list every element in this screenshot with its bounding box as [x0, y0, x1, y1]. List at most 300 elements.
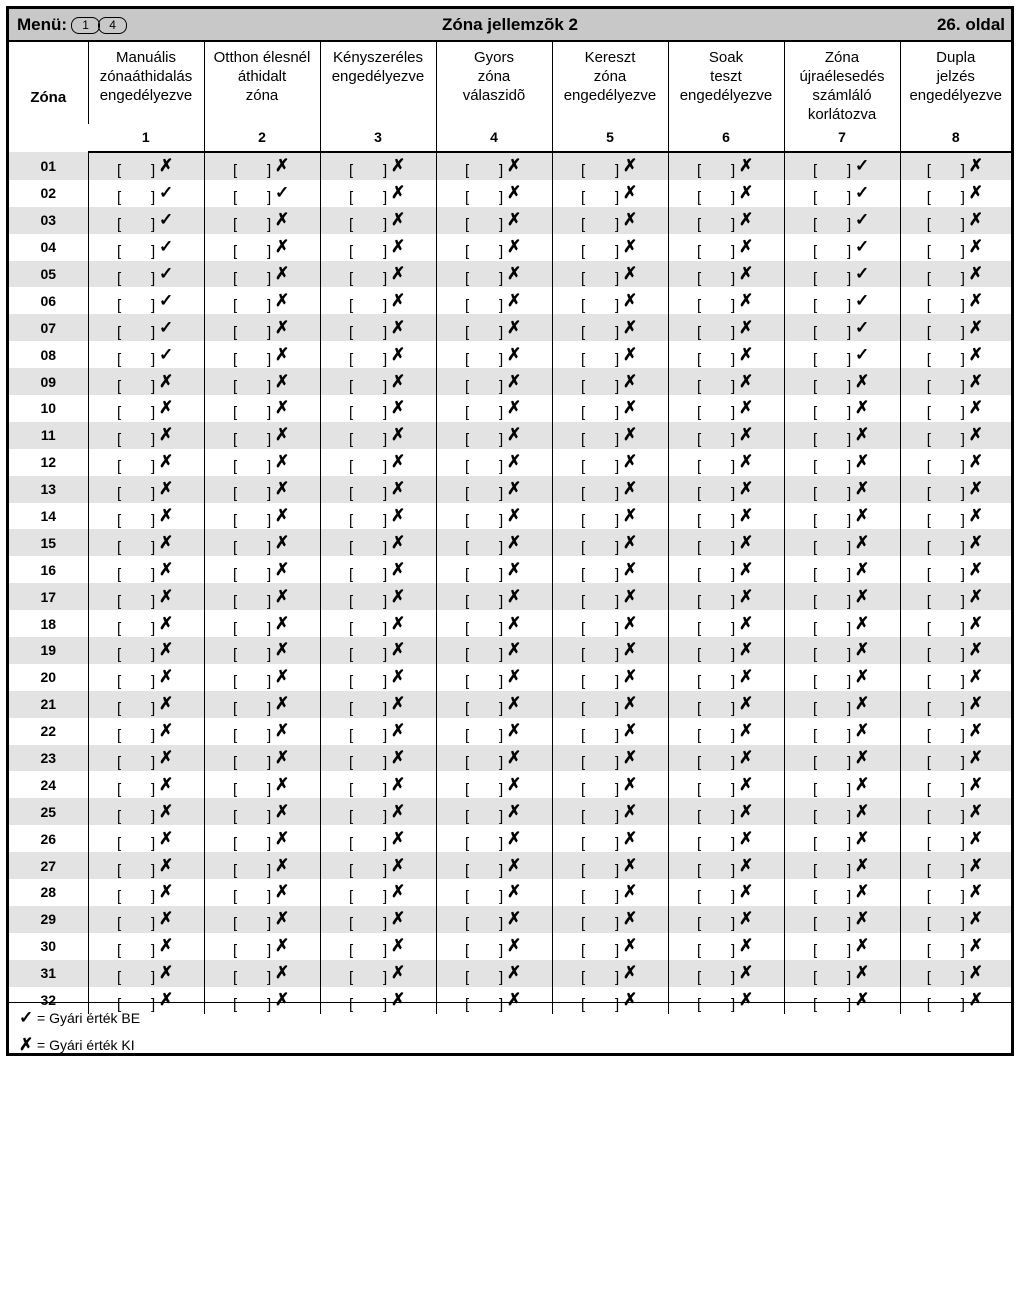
cross-icon: ✗: [855, 748, 870, 768]
close-bracket: ]: [267, 189, 272, 207]
open-bracket: [: [581, 888, 586, 906]
open-bracket: [: [697, 162, 702, 180]
check-icon: ✓: [159, 290, 174, 310]
feature-cell: [320, 556, 436, 583]
cross-icon: ✗: [391, 344, 406, 364]
cross-icon: ✗: [968, 290, 983, 310]
zone-number: 04: [40, 239, 57, 256]
close-bracket: ]: [847, 834, 852, 852]
table-row: [9, 664, 1011, 691]
open-bracket: [: [581, 243, 586, 261]
feature-cell: [436, 395, 552, 422]
feature-cell: [552, 449, 668, 476]
feature-cell: [320, 314, 436, 341]
open-bracket: [: [117, 189, 122, 207]
open-bracket: [: [117, 216, 122, 234]
zone-number: 12: [40, 454, 57, 471]
feature-cell: [204, 395, 320, 422]
open-bracket: [: [581, 754, 586, 772]
open-bracket: [: [813, 942, 818, 960]
feature-cell: [204, 152, 320, 180]
open-bracket: [: [581, 377, 586, 395]
close-bracket: ]: [151, 807, 156, 825]
table-row: [9, 718, 1011, 745]
cross-icon: ✗: [159, 694, 174, 714]
close-bracket: ]: [731, 538, 736, 556]
cross-icon: ✗: [739, 452, 754, 472]
open-bracket: [: [813, 270, 818, 287]
cross-icon: ✗: [739, 774, 754, 794]
close-bracket: ]: [151, 754, 156, 772]
close-bracket: ]: [615, 619, 620, 637]
feature-cell: [88, 261, 204, 288]
cross-icon: ✗: [968, 371, 983, 391]
zone-number: 01: [9, 152, 88, 180]
close-bracket: ]: [960, 377, 965, 395]
open-bracket: [: [233, 700, 238, 718]
close-bracket: ]: [615, 861, 620, 879]
cross-icon: ✗: [275, 640, 290, 660]
column-number: 5: [552, 124, 668, 152]
close-bracket: ]: [383, 780, 388, 798]
open-bracket: [: [233, 619, 238, 637]
cross-icon: ✗: [275, 721, 290, 741]
open-bracket: [: [813, 700, 818, 718]
cross-icon: ✗: [275, 559, 290, 579]
check-icon: ✓: [159, 344, 174, 364]
open-bracket: [: [349, 780, 354, 798]
open-bracket: [: [465, 216, 470, 234]
open-bracket: [: [465, 458, 470, 476]
open-bracket: [: [926, 888, 931, 906]
feature-cell: [784, 449, 900, 476]
open-bracket: [: [697, 754, 702, 772]
open-bracket: [: [117, 485, 122, 503]
zone-number: 20: [40, 669, 57, 686]
open-bracket: [: [117, 888, 122, 906]
column-number: 1: [88, 124, 204, 152]
open-bracket: [: [349, 942, 354, 960]
close-bracket: ]: [731, 861, 736, 879]
open-bracket: [: [581, 834, 586, 852]
close-bracket: ]: [615, 189, 620, 207]
cross-icon: ✗: [507, 452, 522, 472]
cross-icon: ✗: [739, 317, 754, 337]
open-bracket: [: [233, 861, 238, 879]
feature-cell: [900, 152, 1011, 180]
open-bracket: [: [697, 673, 702, 691]
feature-cell: [436, 637, 552, 664]
close-bracket: ]: [499, 996, 504, 1014]
cross-icon: ✗: [275, 909, 290, 929]
column-number: 2: [204, 124, 320, 152]
close-bracket: ]: [267, 727, 272, 745]
close-bracket: ]: [151, 996, 156, 1014]
feature-cell: [552, 718, 668, 745]
close-bracket: ]: [151, 969, 156, 987]
cross-icon: ✗: [275, 936, 290, 956]
header-line: jelzés: [936, 68, 975, 85]
feature-cell: [900, 314, 1011, 341]
open-bracket: [: [117, 915, 122, 933]
close-bracket: ]: [151, 592, 156, 610]
cross-icon: ✗: [855, 774, 870, 794]
feature-cell: [784, 287, 900, 314]
feature-column-header: [204, 42, 320, 124]
close-bracket: ]: [151, 538, 156, 556]
close-bracket: ]: [960, 915, 965, 933]
close-bracket: ]: [383, 431, 388, 449]
open-bracket: [: [581, 431, 586, 449]
feature-cell: [204, 556, 320, 583]
open-bracket: [: [926, 807, 931, 825]
cross-icon: ✗: [968, 559, 983, 579]
cross-icon: ✗: [507, 909, 522, 929]
feature-cell: [900, 879, 1011, 906]
feature-cell: [436, 771, 552, 798]
page-number: 26. oldal: [936, 15, 1005, 34]
open-bracket: [: [926, 969, 931, 987]
close-bracket: ]: [615, 754, 620, 772]
feature-cell: [88, 664, 204, 691]
header-line: számláló: [812, 87, 872, 104]
feature-cell: [552, 180, 668, 207]
close-bracket: ]: [847, 969, 852, 987]
feature-cell: [88, 718, 204, 745]
table-row: [9, 691, 1011, 718]
open-bracket: [: [581, 780, 586, 798]
zone-number: 24: [40, 776, 57, 793]
close-bracket: ]: [960, 296, 965, 314]
open-bracket: [: [813, 538, 818, 556]
feature-cell: [784, 745, 900, 772]
feature-cell: [320, 422, 436, 449]
open-bracket: [: [581, 700, 586, 718]
close-bracket: ]: [731, 888, 736, 906]
close-bracket: ]: [499, 270, 504, 287]
close-bracket: ]: [267, 754, 272, 772]
close-bracket: ]: [847, 270, 852, 287]
table-row: [9, 314, 1011, 341]
feature-cell: [668, 529, 784, 556]
open-bracket: [: [813, 458, 818, 476]
feature-cell: [88, 152, 204, 180]
close-bracket: ]: [847, 780, 852, 798]
cross-icon: ✗: [159, 156, 174, 176]
cross-icon: ✗: [391, 936, 406, 956]
zone-number: 18: [40, 615, 57, 632]
open-bracket: [: [349, 296, 354, 314]
close-bracket: ]: [499, 512, 504, 530]
feature-cell: [784, 529, 900, 556]
cross-icon: ✗: [507, 479, 522, 499]
close-bracket: ]: [267, 162, 272, 180]
cross-icon: ✗: [391, 559, 406, 579]
table-row: [9, 798, 1011, 825]
close-bracket: ]: [960, 996, 965, 1014]
feature-cell: [204, 745, 320, 772]
close-bracket: ]: [267, 431, 272, 449]
open-bracket: [: [581, 485, 586, 503]
open-bracket: [: [349, 834, 354, 852]
cross-icon: ✗: [391, 990, 406, 1010]
open-bracket: [: [465, 431, 470, 449]
feature-cell: [668, 152, 784, 180]
cross-icon: ✗: [275, 748, 290, 768]
close-bracket: ]: [499, 485, 504, 503]
cross-icon: ✗: [968, 586, 983, 606]
open-bracket: [: [465, 404, 470, 422]
cross-icon: ✗: [855, 694, 870, 714]
close-bracket: ]: [499, 915, 504, 933]
cross-icon: ✗: [623, 721, 638, 741]
feature-cell: [900, 637, 1011, 664]
cross-icon: ✗: [855, 559, 870, 579]
zone-column-header: Zóna: [30, 88, 67, 106]
close-bracket: ]: [847, 431, 852, 449]
cross-icon: ✗: [507, 398, 522, 418]
close-bracket: ]: [615, 996, 620, 1014]
feature-cell: [436, 341, 552, 368]
check-icon: ✓: [159, 237, 174, 257]
cross-icon: ✗: [275, 613, 290, 633]
open-bracket: [: [465, 673, 470, 691]
cross-icon: ✗: [159, 748, 174, 768]
close-bracket: ]: [847, 619, 852, 637]
cross-icon: ✗: [968, 183, 983, 203]
feature-cell: [900, 368, 1011, 395]
feature-cell: [552, 395, 668, 422]
close-bracket: ]: [383, 458, 388, 476]
open-bracket: [: [465, 162, 470, 180]
feature-cell: [668, 476, 784, 503]
feature-cell: [668, 933, 784, 960]
feature-cell: [784, 825, 900, 852]
feature-cell: [204, 529, 320, 556]
open-bracket: [: [813, 243, 818, 261]
open-bracket: [: [926, 189, 931, 207]
open-bracket: [: [926, 538, 931, 556]
zone-number: 25: [9, 798, 88, 825]
cross-icon: ✗: [507, 774, 522, 794]
feature-cell: [320, 906, 436, 933]
close-bracket: ]: [615, 350, 620, 368]
column-number: 7: [784, 124, 900, 152]
open-bracket: [: [813, 216, 818, 234]
cross-icon: ✗: [159, 936, 174, 956]
feature-cell: [88, 422, 204, 449]
cross-icon: ✗: [623, 963, 638, 983]
feature-cell: [900, 583, 1011, 610]
open-bracket: [: [697, 485, 702, 503]
close-bracket: ]: [151, 512, 156, 530]
feature-cell: [668, 771, 784, 798]
header-line: Kereszt: [584, 49, 636, 66]
close-bracket: ]: [615, 673, 620, 691]
cross-icon: ✗: [275, 694, 290, 714]
cross-icon: ✗: [391, 828, 406, 848]
feature-cell: [320, 368, 436, 395]
table-row: [9, 395, 1011, 422]
feature-cell: [784, 341, 900, 368]
close-bracket: ]: [615, 727, 620, 745]
feature-cell: [204, 960, 320, 987]
feature-cell: [900, 771, 1011, 798]
close-bracket: ]: [499, 162, 504, 180]
cross-icon: ✗: [275, 317, 290, 337]
open-bracket: [: [926, 270, 931, 287]
open-bracket: [: [233, 189, 238, 207]
open-bracket: [: [349, 485, 354, 503]
feature-cell: [204, 314, 320, 341]
feature-cell: [900, 933, 1011, 960]
cross-icon: ✗: [739, 532, 754, 552]
close-bracket: ]: [847, 350, 852, 368]
close-bracket: ]: [267, 969, 272, 987]
close-bracket: ]: [731, 216, 736, 234]
feature-cell: [784, 180, 900, 207]
cross-icon: ✗: [159, 990, 174, 1010]
zone-number: 28: [40, 884, 57, 901]
close-bracket: ]: [960, 243, 965, 261]
close-bracket: ]: [731, 673, 736, 691]
cross-icon: ✗: [391, 371, 406, 391]
open-bracket: [: [465, 243, 470, 261]
cross-icon: ✗: [275, 855, 290, 875]
open-bracket: [: [349, 189, 354, 207]
open-bracket: [: [233, 754, 238, 772]
open-bracket: [: [349, 216, 354, 234]
open-bracket: [: [117, 404, 122, 422]
cross-icon: ✗: [968, 667, 983, 687]
open-bracket: [: [465, 323, 470, 341]
close-bracket: ]: [151, 458, 156, 476]
feature-cell: [900, 180, 1011, 207]
feature-cell: [88, 556, 204, 583]
cross-icon: ✗: [739, 721, 754, 741]
close-bracket: ]: [383, 619, 388, 637]
open-bracket: [: [581, 592, 586, 610]
open-bracket: [: [349, 565, 354, 583]
cross-icon: ✗: [739, 264, 754, 283]
close-bracket: ]: [383, 404, 388, 422]
cross-icon: ✗: [968, 264, 983, 283]
open-bracket: [: [465, 565, 470, 583]
cross-icon: ✗: [507, 559, 522, 579]
feature-cell: [900, 691, 1011, 718]
zone-number: 30: [40, 938, 57, 955]
feature-cell: [88, 180, 204, 207]
feature-cell: [436, 933, 552, 960]
open-bracket: [: [117, 512, 122, 530]
zone-number: 32: [40, 992, 57, 1009]
check-icon: ✓: [159, 317, 174, 337]
close-bracket: ]: [499, 565, 504, 583]
table-row: [9, 368, 1011, 395]
open-bracket: [: [813, 888, 818, 906]
open-bracket: [: [117, 619, 122, 637]
cross-icon: ✗: [739, 855, 754, 875]
cross-icon: ✗: [507, 855, 522, 875]
cross-icon: ✗: [507, 183, 522, 203]
close-bracket: ]: [615, 565, 620, 583]
cross-icon: ✗: [855, 990, 870, 1010]
cross-icon: ✗: [855, 963, 870, 983]
close-bracket: ]: [731, 700, 736, 718]
cross-icon: ✗: [391, 506, 406, 526]
cross-icon: ✗: [159, 559, 174, 579]
open-bracket: [: [813, 727, 818, 745]
close-bracket: ]: [731, 350, 736, 368]
feature-cell: [552, 879, 668, 906]
column-number: 6: [668, 124, 784, 152]
feature-cell: [88, 341, 204, 368]
open-bracket: [: [465, 807, 470, 825]
feature-cell: [668, 879, 784, 906]
feature-column-header: [784, 42, 900, 124]
cross-icon: ✗: [623, 425, 638, 445]
close-bracket: ]: [960, 942, 965, 960]
open-bracket: [: [926, 485, 931, 503]
feature-cell: [784, 368, 900, 395]
open-bracket: [: [581, 458, 586, 476]
feature-cell: [88, 879, 204, 906]
open-bracket: [: [581, 861, 586, 879]
open-bracket: [: [697, 646, 702, 664]
open-bracket: [: [349, 996, 354, 1014]
feature-cell: [88, 287, 204, 314]
cross-icon: ✗: [507, 237, 522, 257]
feature-cell: [900, 610, 1011, 637]
open-bracket: [: [813, 377, 818, 395]
open-bracket: [: [233, 431, 238, 449]
feature-cell: [552, 637, 668, 664]
open-bracket: [: [581, 323, 586, 341]
open-bracket: [: [697, 216, 702, 234]
open-bracket: [: [813, 646, 818, 664]
feature-cell: [668, 583, 784, 610]
open-bracket: [: [926, 673, 931, 691]
cross-icon: ✗: [739, 559, 754, 579]
open-bracket: [: [233, 377, 238, 395]
open-bracket: [: [233, 565, 238, 583]
open-bracket: [: [465, 888, 470, 906]
feature-cell: [204, 341, 320, 368]
feature-cell: [320, 476, 436, 503]
cross-icon: ✗: [391, 774, 406, 794]
column-number: 3: [320, 124, 436, 152]
close-bracket: ]: [499, 942, 504, 960]
close-bracket: ]: [383, 754, 388, 772]
close-bracket: ]: [267, 834, 272, 852]
header-line: korlátozva: [807, 106, 877, 123]
feature-cell: [204, 879, 320, 906]
feature-cell: [552, 503, 668, 530]
open-bracket: [: [813, 485, 818, 503]
close-bracket: ]: [499, 754, 504, 772]
open-bracket: [: [697, 323, 702, 341]
cross-icon: ✗: [391, 882, 406, 902]
feature-cell: [436, 556, 552, 583]
feature-cell: [320, 637, 436, 664]
cross-icon: ✗: [507, 371, 522, 391]
feature-cell: [204, 449, 320, 476]
cross-icon: ✗: [968, 774, 983, 794]
feature-cell: [900, 287, 1011, 314]
close-bracket: ]: [151, 888, 156, 906]
open-bracket: [: [813, 834, 818, 852]
cross-icon: ✗: [507, 801, 522, 821]
